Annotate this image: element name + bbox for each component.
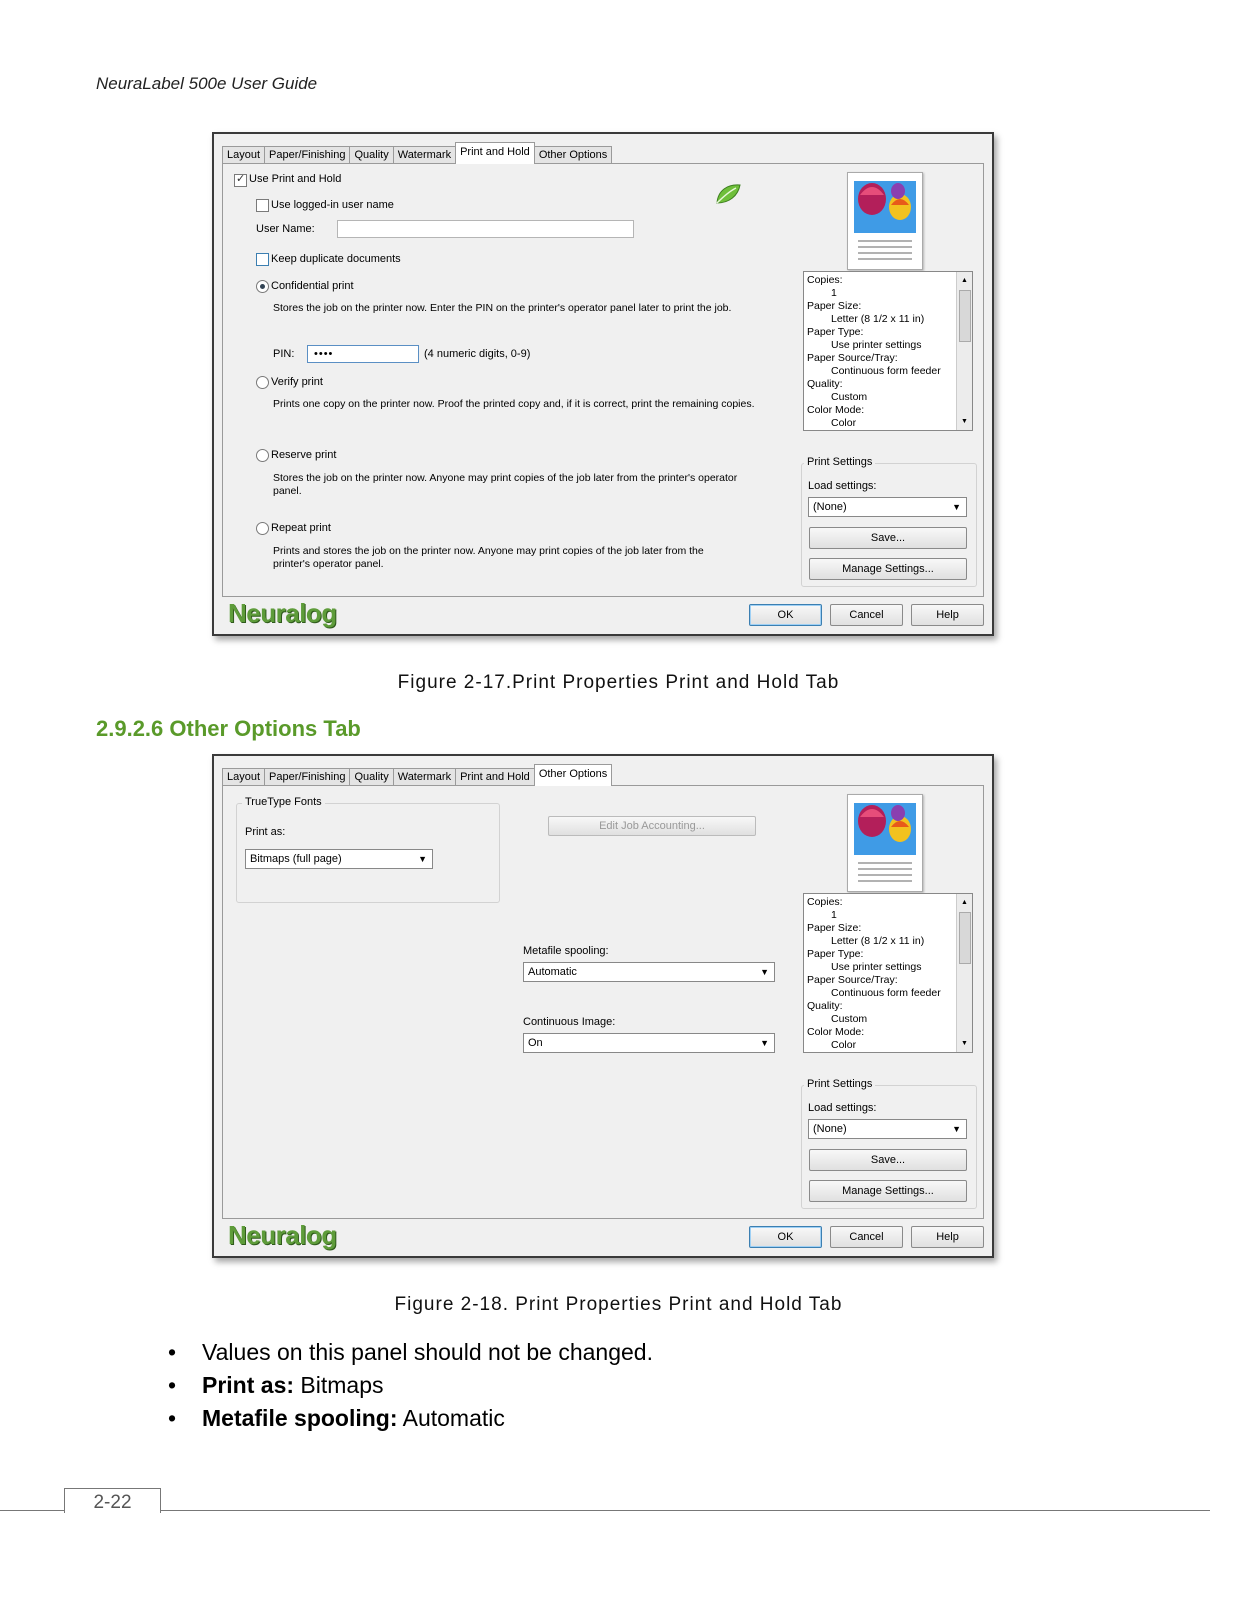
settings-summary-list[interactable]: [803, 271, 973, 431]
continuous-image-value: On: [528, 1037, 543, 1049]
chevron-down-icon: ▼: [760, 967, 769, 977]
manage-settings-button[interactable]: Manage Settings...: [809, 558, 967, 580]
eco-leaf-icon: [714, 182, 742, 206]
pin-field[interactable]: ••••: [307, 345, 419, 363]
load-settings-label: Load settings:: [808, 480, 877, 492]
tab-bar: [222, 142, 611, 164]
summary-key: Paper Size:: [807, 922, 862, 934]
cancel-button[interactable]: Cancel: [830, 604, 903, 626]
chevron-down-icon: ▼: [418, 854, 427, 864]
settings-summary-list[interactable]: [803, 893, 973, 1053]
tab-quality[interactable]: Quality: [349, 146, 393, 164]
print-as-value: Bitmaps (full page): [250, 853, 342, 865]
ok-button[interactable]: OK: [749, 604, 822, 626]
tab-paper-finishing[interactable]: Paper/Finishing: [264, 768, 350, 786]
tab-other-options[interactable]: Other Options: [534, 146, 612, 164]
bullet-text: [202, 1336, 653, 1369]
tab-watermark[interactable]: Watermark: [393, 146, 456, 164]
summary-value: 1: [831, 909, 837, 921]
load-settings-value: (None): [813, 1123, 847, 1135]
neuralog-logo: Neuralog: [228, 598, 337, 628]
verify-print-radio[interactable]: [256, 376, 269, 389]
bullet-body: Bitmaps: [294, 1372, 384, 1398]
bullet-icon: •: [168, 1372, 177, 1398]
save-button[interactable]: Save...: [809, 527, 967, 549]
summary-key: Paper Type:: [807, 948, 864, 960]
metafile-spooling-value: Automatic: [528, 966, 577, 978]
summary-key: Copies:: [807, 274, 843, 286]
summary-value: Continuous form feeder: [831, 987, 941, 999]
summary-value: Color: [831, 1039, 857, 1051]
summary-key: Color Mode:: [807, 404, 865, 416]
user-name-label: User Name:: [256, 223, 315, 235]
document-header-title: NeuraLabel 500e User Guide: [96, 74, 318, 93]
bullet-bold: Metafile spooling:: [202, 1405, 398, 1431]
tab-other-options[interactable]: Other Options: [534, 764, 612, 786]
repeat-print-radio[interactable]: [256, 522, 269, 535]
summary-value: Letter (8 1/2 x 11 in): [831, 313, 925, 325]
tab-layout[interactable]: Layout: [222, 146, 265, 164]
bullet-icon: •: [168, 1339, 177, 1365]
summary-value: Custom: [831, 1013, 868, 1025]
confidential-print-label: Confidential print: [271, 280, 354, 292]
repeat-print-label: Repeat print: [271, 522, 331, 534]
verify-print-label: Verify print: [271, 376, 323, 388]
bullet-bold: Print as:: [202, 1372, 295, 1398]
keep-duplicates-label: Keep duplicate documents: [271, 253, 401, 265]
summary-key: Quality:: [807, 378, 843, 390]
use-logged-in-label: Use logged-in user name: [271, 199, 394, 211]
tab-print-and-hold[interactable]: Print and Hold: [455, 142, 535, 164]
section-heading: 2.9.2.6 Other Options Tab: [96, 716, 361, 741]
load-settings-select[interactable]: [808, 1119, 967, 1139]
summary-value: Continuous form feeder: [831, 365, 941, 377]
help-button[interactable]: Help: [911, 604, 984, 626]
summary-key: Paper Source/Tray:: [807, 352, 898, 364]
cancel-button[interactable]: Cancel: [830, 1226, 903, 1248]
print-settings-group-label: Print Settings: [804, 456, 875, 468]
confidential-print-radio[interactable]: [256, 280, 269, 293]
confidential-print-description: Stores the job on the printer now. Enter the PIN on the printer's operator panel later to print the job.: [273, 302, 732, 314]
neuralog-logo: Neuralog: [228, 1220, 337, 1250]
bullet-body: Automatic: [397, 1405, 505, 1431]
summary-key: Color Mode:: [807, 1026, 865, 1038]
use-logged-in-checkbox[interactable]: [256, 199, 269, 212]
edit-job-accounting-button[interactable]: Edit Job Accounting...: [548, 816, 756, 836]
scroll-thumb[interactable]: [959, 290, 971, 342]
summary-key: Paper Size:: [807, 300, 862, 312]
chevron-down-icon: ▼: [760, 1038, 769, 1048]
summary-key: Paper Source/Tray:: [807, 974, 898, 986]
verify-print-description: Prints one copy on the printer now. Proof the printed copy and, if it is correct, print the remaining copies.: [273, 398, 755, 410]
tab-layout[interactable]: Layout: [222, 768, 265, 786]
hot-air-balloons-icon: [848, 173, 922, 269]
print-properties-dialog-print-and-hold: [212, 132, 994, 636]
reserve-print-description: Stores the job on the printer now. Anyone may print copies of the job later from the printer's operator panel.: [273, 472, 738, 497]
use-print-and-hold-checkbox[interactable]: [234, 174, 247, 187]
summary-scrollbar[interactable]: [956, 894, 972, 1052]
ok-button[interactable]: OK: [749, 1226, 822, 1248]
bullet-text: [202, 1402, 505, 1435]
summary-key: Copies:: [807, 896, 843, 908]
manage-settings-button[interactable]: Manage Settings...: [809, 1180, 967, 1202]
help-button[interactable]: Help: [911, 1226, 984, 1248]
summary-value: 1: [831, 287, 837, 299]
footer-rule: [0, 1510, 1210, 1511]
figure-caption-1: Figure 2-17.Print Properties Print and Hold Tab: [397, 672, 840, 693]
hot-air-balloons-icon: [848, 795, 922, 891]
save-button[interactable]: Save...: [809, 1149, 967, 1171]
tab-paper-finishing[interactable]: Paper/Finishing: [264, 146, 350, 164]
tab-watermark[interactable]: Watermark: [393, 768, 456, 786]
page-number: 2-22: [64, 1488, 161, 1513]
page-preview-image: [847, 172, 923, 270]
metafile-spooling-label: Metafile spooling:: [523, 945, 609, 957]
metafile-spooling-select[interactable]: [523, 962, 775, 982]
tab-panel: [222, 163, 984, 597]
pin-label: PIN:: [273, 348, 295, 360]
summary-scrollbar[interactable]: [956, 272, 972, 430]
pin-hint: (4 numeric digits, 0-9): [424, 348, 531, 360]
reserve-print-label: Reserve print: [271, 449, 337, 461]
continuous-image-select[interactable]: [523, 1033, 775, 1053]
summary-value: Color: [831, 417, 857, 429]
chevron-down-icon: ▼: [952, 502, 961, 512]
print-settings-group-label: Print Settings: [804, 1078, 875, 1090]
truetype-fonts-group-label: TrueType Fonts: [242, 796, 325, 808]
scroll-up-arrow-icon[interactable]: ▲: [961, 899, 968, 906]
load-settings-label: Load settings:: [808, 1102, 877, 1114]
page-preview-image: [847, 794, 923, 892]
scroll-down-arrow-icon[interactable]: ▼: [961, 418, 968, 425]
tab-panel: [222, 785, 984, 1219]
scroll-thumb[interactable]: [959, 912, 971, 964]
user-name-field[interactable]: [337, 220, 634, 238]
use-print-and-hold-label: Use Print and Hold: [249, 173, 342, 185]
bullet-text: [202, 1369, 384, 1402]
repeat-print-description: Prints and stores the job on the printer now. Anyone may print copies of the job later from the printer's operator panel.: [273, 545, 704, 570]
summary-key: Quality:: [807, 1000, 843, 1012]
bullet-body: Values on this panel should not be changed.: [202, 1339, 653, 1365]
load-settings-value: (None): [813, 501, 847, 513]
keep-duplicates-checkbox[interactable]: [256, 253, 269, 266]
summary-key: Paper Type:: [807, 326, 864, 338]
load-settings-select[interactable]: [808, 497, 967, 517]
reserve-print-radio[interactable]: [256, 449, 269, 462]
chevron-down-icon: ▼: [952, 1124, 961, 1134]
summary-value: Custom: [831, 391, 868, 403]
summary-value: Letter (8 1/2 x 11 in): [831, 935, 925, 947]
print-as-select[interactable]: [245, 849, 433, 869]
tab-quality[interactable]: Quality: [349, 768, 393, 786]
tab-bar: [222, 764, 611, 786]
continuous-image-label: Continuous Image:: [523, 1016, 616, 1028]
scroll-up-arrow-icon[interactable]: ▲: [961, 277, 968, 284]
print-properties-dialog-other-options: [212, 754, 994, 1258]
bullet-icon: •: [168, 1405, 177, 1431]
print-as-label: Print as:: [245, 826, 286, 838]
tab-print-and-hold[interactable]: Print and Hold: [455, 768, 535, 786]
figure-caption-2: Figure 2-18. Print Properties Print and Hold Tab: [394, 1294, 843, 1315]
summary-value: Use printer settings: [831, 339, 922, 351]
scroll-down-arrow-icon[interactable]: ▼: [961, 1040, 968, 1047]
summary-value: Use printer settings: [831, 961, 922, 973]
